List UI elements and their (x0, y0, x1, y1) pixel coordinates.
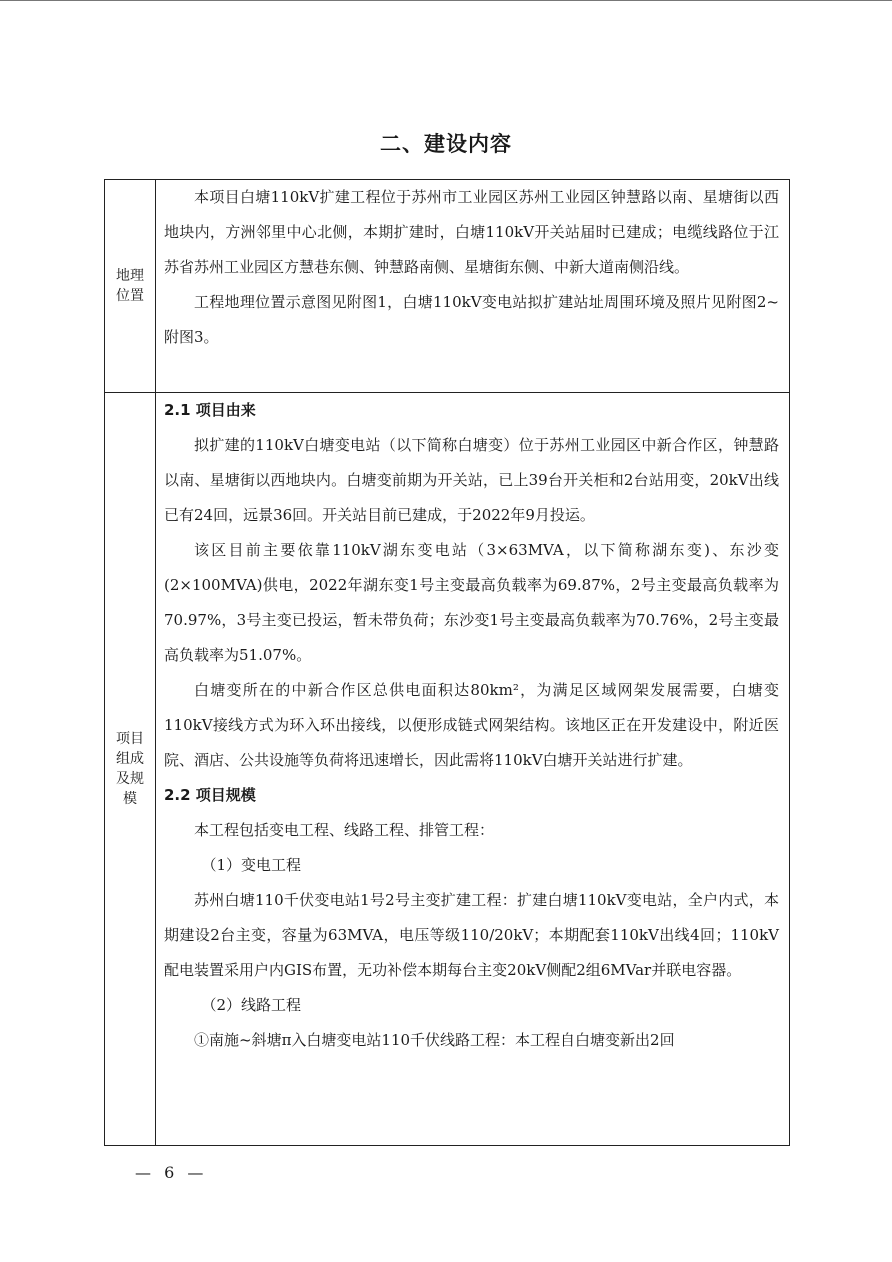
label-line: 模 (123, 791, 137, 807)
content-table (104, 179, 790, 1146)
subheading: （1）变电工程 (201, 856, 302, 874)
paragraph: 白塘变所在的中新合作区总供电面积达80km²，为满足区域网架发展需要，白塘变110kV接线方式为环入环出接线，以便形成链式网架结构。该地区正在开发建设中，附近医院、酒店、公共设施等负荷将迅速增长，因此需将110kV白塘开关站进行扩建。 (164, 681, 779, 769)
paragraph: 本工程包括变电工程、线路工程、排管工程： (194, 821, 495, 839)
label-line: 地理 (116, 268, 144, 284)
label-line: 组成 (116, 751, 144, 767)
row-label-location (105, 180, 156, 393)
row-label-composition (105, 393, 156, 1146)
paragraph: 本项目白塘110kV扩建工程位于苏州市工业园区苏州工业园区钟慧路以南、星塘街以西地块内，方洲邻里中心北侧，本期扩建时，白塘110kV开关站届时已建成；电缆线路位于江苏省苏州工业园区方慧巷东侧、钟慧路南侧、星塘街东侧、中新大道南侧沿线。 (164, 188, 779, 276)
label-line: 项目 (116, 731, 144, 747)
paragraph: 拟扩建的110kV白塘变电站（以下简称白塘变）位于苏州工业园区中新合作区，钟慧路以南、星塘街以西地块内。白塘变前期为开关站，已上39台开关柜和2台站用变，20kV出线已有24回，远景36回。开关站目前已建成，于2022年9月投运。 (164, 436, 779, 524)
label-line: 位置 (116, 288, 144, 304)
table-row-location (105, 180, 790, 393)
table-row-composition (105, 393, 790, 1146)
row-body-composition (156, 393, 790, 1146)
paragraph: 苏州白塘110千伏变电站1号2号主变扩建工程：扩建白塘110kV变电站，全户内式，本期建设2台主变，容量为63MVA，电压等级110/20kV；本期配套110kV出线4回；110kV配电装置采用户内GIS布置，无功补偿本期每台主变20kV侧配2组6MVar并联电容器。 (164, 891, 779, 979)
label-line: 及规 (116, 771, 144, 787)
heading-2-1: 2.1 项目由来 (164, 401, 256, 419)
page-number: — 6 — (135, 1163, 208, 1182)
subheading: （2）线路工程 (201, 996, 302, 1014)
paragraph: 工程地理位置示意图见附图1，白塘110kV变电站拟扩建站址周围环境及照片见附图2~附图3。 (164, 293, 779, 346)
top-border-line (0, 0, 892, 1)
row-body-location (156, 180, 790, 393)
paragraph: ①南施~斜塘π入白塘变电站110千伏线路工程：本工程自白塘变新出2回 (194, 1031, 675, 1049)
paragraph: 该区目前主要依靠110kV湖东变电站（3×63MVA，以下简称湖东变)、东沙变(2×100MVA)供电，2022年湖东变1号主变最高负载率为69.87%，2号主变最高负载率为70.97%，3号主变已投运，暂未带负荷；东沙变1号主变最高负载率为70.76%，2号主变最高负载率为51.07%。 (164, 541, 779, 664)
heading-2-2: 2.2 项目规模 (164, 786, 256, 804)
section-title: 二、建设内容 (380, 132, 512, 156)
